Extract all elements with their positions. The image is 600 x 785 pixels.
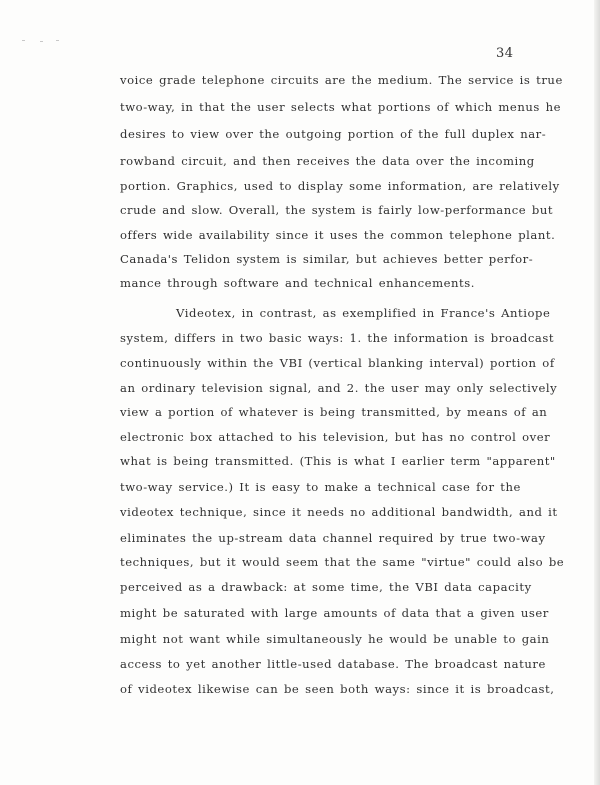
text-line: continuously within the VBI (vertical blanking interval) portion of [120, 356, 555, 370]
text-line: access to yet another little-used database. The broadcast nature [120, 657, 546, 671]
text-line: two-way service.) It is easy to make a technical case for the [120, 480, 521, 494]
text-line: eliminates the up-stream data channel required by true two-way [120, 531, 546, 545]
text-line: perceived as a drawback: at some time, the VBI data capacity [120, 580, 532, 594]
text-line: offers wide availability since it uses the common telephone plant. [120, 228, 556, 242]
text-line: might not want while simultaneously he would be unable to gain [120, 632, 550, 646]
text-line: desires to view over the outgoing portion of the full duplex nar- [120, 127, 547, 141]
scan-speck [40, 41, 43, 42]
scan-speck [56, 40, 59, 41]
text-line: electronic box attached to his television, but has no control over [120, 430, 551, 444]
text-line: portion. Graphics, used to display some information, are relatively [120, 179, 560, 193]
text-line: Canada's Telidon system is similar, but achieves better perfor- [120, 252, 534, 266]
scan-speck [22, 40, 25, 41]
page-number: 34 [496, 46, 514, 61]
text-line: system, differs in two basic ways: 1. the information is broadcast [120, 331, 555, 345]
text-line: mance through software and technical enhancements. [120, 276, 475, 290]
text-line: of videotex likewise can be seen both ways: since it is broadcast, [120, 682, 555, 696]
page-edge-shadow [594, 0, 600, 785]
text-line: view a portion of whatever is being transmitted, by means of an [120, 405, 548, 419]
text-line: two-way, in that the user selects what portions of which menus he [120, 100, 562, 114]
paragraph-first-line: Videotex, in contrast, as exemplified in France's Antiope [176, 306, 551, 320]
text-line: what is being transmitted. (This is what I earlier term "apparent" [120, 454, 556, 468]
text-line: rowband circuit, and then receives the data over the incoming [120, 154, 535, 168]
text-line: might be saturated with large amounts of data that a given user [120, 606, 549, 620]
text-line: videotex technique, since it needs no additional bandwidth, and it [120, 505, 558, 519]
text-line: crude and slow. Overall, the system is fairly low-performance but [120, 203, 554, 217]
text-line: an ordinary television signal, and 2. the user may only selectively [120, 381, 558, 395]
text-line: voice grade telephone circuits are the medium. The service is true [120, 73, 563, 87]
text-line: techniques, but it would seem that the same "virtue" could also be [120, 555, 565, 569]
